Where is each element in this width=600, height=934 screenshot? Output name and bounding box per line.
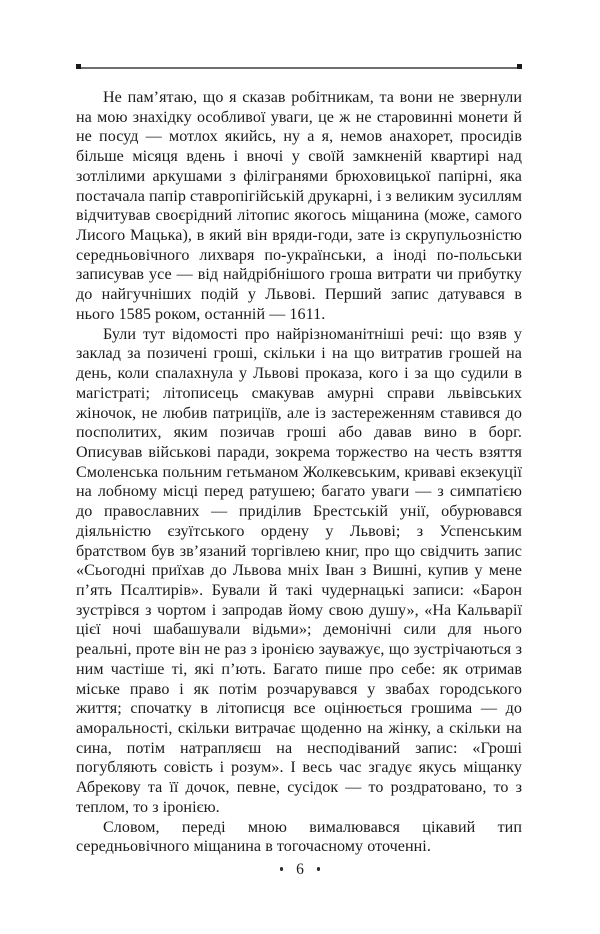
running-head-rule bbox=[76, 62, 522, 75]
paragraph-3: Словом, переді мною вималювався цікавий тип середньовічного міщанина в тогочасному оточенні. bbox=[76, 818, 522, 856]
paragraph-1: Не пам’ятаю, що я сказав робітникам, та вони не звернули на мою знахідку особливої уваги, це ж не старовинні монети й не посуд — мотлох якийсь, ну а я, немов анахорет, просидів більше місяця вдень і вночі у своїй замкненій квартирі над зотлілими аркушами з філігранями брюховицької папірні, яка постачала папір ставропігійській друкарні, і з великим зусиллям відчитував своєрідний літопис якогось міщанина (може, самого Лисого Мацька), в який він вряди-годи, зате із скрупульозністю середньовічного лихваря по-українськи, а іноді по-польськи записував усе — від найдрібнішого гроша витрати чи прибутку до найгучніших подій у Львові. Перший запис датувався в нього 1585 роком, останній — 1611. bbox=[76, 89, 522, 323]
paragraph-2: Були тут відомості про найрізноманітніші речі: що взяв у заклад за позичені гроші, скільки і на що витратив грошей на день, коли спалахнула у Львові проказа, кого і за що судили в магістраті; літописець смакував амурні справи львівських жіночок, не любив патриціїв, але із застереженням ставився до посполитих, яким позичав гроші або давав вино в борг. Описував військові паради, зокрема торжество на честь взяття Смоленська польним гетьманом Жолкевським, криваві екзекуції на лобному місці перед ратушею; багато уваги — з симпатією до православних — приділив Брестській унії, обурювався діяльністю єзуїтського ордену у Львові; з Успенським братством був зв’язаний торгівлею книг, про що свідчить запис «Сьогодні приїхав до Львова мніх Іван з Вишні, купив у мене п’ять Псалтирів». Бували й такі чудернацькі записи: «Барон зустрівся з чортом і запродав йому свою душу», «На Кальварії цієї ночі шабашували відьми»; демонічні сили для нього реальні, проте він не раз з іронією зауважує, що зустрічаються з ним частіше ті, які п’ють. Багато пише про себе: як отримав міське право і як потім розчарувався у звабах городського життя; спочатку в літописця все оцінюється грошима — до аморальності, скільки витрачає щоденно на жінку, а скільки на сина, потім натрапляєш на несподіваний запис: «Гроші погубляють совість і розум». І весь час згадує якусь міщанку Абрекову та її дочок, певне, сусідок — то роздратовано, то з теплом, то з іронією. bbox=[76, 325, 522, 816]
rule-line bbox=[81, 67, 517, 69]
page-number: 6 bbox=[296, 861, 304, 879]
folio-dot-left-icon bbox=[280, 867, 284, 871]
rule-end-dot-right-icon bbox=[517, 64, 522, 69]
folio-dot-right-icon bbox=[317, 867, 321, 871]
page-folio bbox=[0, 860, 600, 880]
body-text-block bbox=[76, 88, 522, 857]
